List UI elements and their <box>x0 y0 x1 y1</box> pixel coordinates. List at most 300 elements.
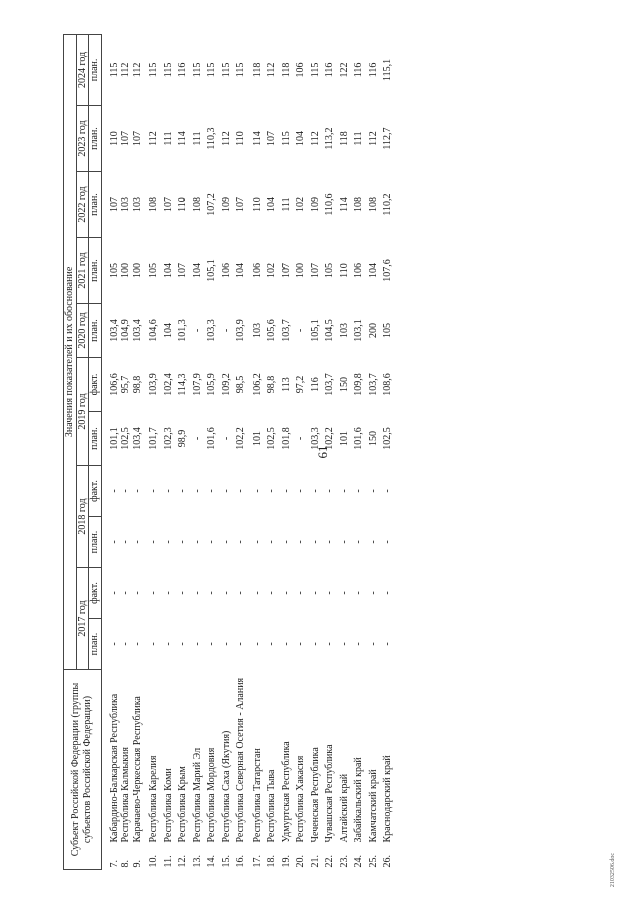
cell: - <box>367 642 379 646</box>
cell: 112 <box>220 131 232 146</box>
cell: 115 <box>309 62 321 78</box>
cell: 116 <box>353 62 364 78</box>
fact-header: факт. <box>89 358 102 412</box>
table-row <box>379 34 394 869</box>
cell: 103 <box>251 323 263 338</box>
cell: 104 <box>295 131 306 146</box>
cell: 115 <box>206 62 217 78</box>
cell: 102,3 <box>162 427 174 450</box>
cell: 104 <box>162 323 174 338</box>
cell: 97,2 <box>295 375 306 394</box>
row-number: 16. <box>235 855 246 868</box>
table-row <box>365 34 380 869</box>
cell: 104,5 <box>324 319 335 342</box>
row-number: 10. <box>148 855 159 868</box>
cell: - <box>295 436 306 441</box>
cell: 101,3 <box>177 319 188 342</box>
cell: - <box>177 591 188 595</box>
plan-header: план. <box>89 172 102 238</box>
cell: - <box>280 591 292 595</box>
cell: - <box>266 489 277 493</box>
cell: 110 <box>235 131 246 146</box>
region-name: Республика Татарстан <box>251 748 263 843</box>
cell: 112 <box>367 131 379 146</box>
cell: - <box>148 540 159 544</box>
cell: 103,3 <box>309 427 321 450</box>
cell: - <box>162 489 174 493</box>
cell: 106,6 <box>108 373 120 396</box>
cell: 111 <box>353 131 364 146</box>
cell: 108 <box>353 197 364 212</box>
cell: 102,5 <box>266 427 277 450</box>
cell: 105,1 <box>206 259 217 282</box>
cell: 200 <box>367 323 379 338</box>
cell: - <box>266 642 277 646</box>
cell: 109 <box>309 197 321 212</box>
cell: - <box>131 642 143 646</box>
table-row <box>307 34 322 869</box>
cell: 107 <box>266 131 277 146</box>
cell: 112 <box>120 62 131 78</box>
cell: 114 <box>338 197 350 212</box>
cell: 101,8 <box>280 427 292 450</box>
cell: 112 <box>266 62 277 78</box>
cell: - <box>220 328 232 333</box>
cell: 105,6 <box>266 319 277 342</box>
cell: 114 <box>251 131 263 146</box>
cell: 105 <box>382 323 393 338</box>
cell: - <box>295 489 306 493</box>
cell: 104,6 <box>148 319 159 342</box>
cell: - <box>235 489 246 493</box>
cell: 109,8 <box>353 373 364 396</box>
cell: 115 <box>280 131 292 146</box>
cell: 107 <box>309 263 321 278</box>
cell: 105 <box>108 263 120 278</box>
year-header-2022: 2022 год <box>76 172 89 238</box>
region-name: Республика Мордовия <box>206 747 217 843</box>
year-header-2019: 2019 год <box>76 358 89 466</box>
cell: 112 <box>131 62 143 78</box>
cell: - <box>191 328 203 333</box>
cell: 103,1 <box>353 319 364 342</box>
cell: - <box>338 489 350 493</box>
cell: - <box>251 489 263 493</box>
cell: - <box>295 642 306 646</box>
cell: - <box>191 591 203 595</box>
cell: 95,7 <box>120 375 131 394</box>
cell: - <box>266 540 277 544</box>
cell: - <box>108 540 120 544</box>
table-row <box>336 34 351 869</box>
table-row <box>218 34 233 869</box>
row-number: 17. <box>251 855 263 868</box>
cell: 100 <box>295 263 306 278</box>
cell: - <box>266 591 277 595</box>
cell: 100 <box>120 263 131 278</box>
cell: 115 <box>162 62 174 78</box>
cell: 103 <box>120 197 131 212</box>
cell: 113 <box>280 377 292 392</box>
cell: 112 <box>309 131 321 146</box>
cell: - <box>235 540 246 544</box>
cell: 112 <box>148 131 159 146</box>
cell: 101,1 <box>108 427 120 450</box>
cell: - <box>235 591 246 595</box>
row-number: 14. <box>206 855 217 868</box>
fact-header: факт. <box>89 568 102 619</box>
region-name: Камчатский край <box>367 769 379 843</box>
cell: 98,5 <box>235 375 246 394</box>
cell: - <box>324 591 335 595</box>
cell: 106 <box>353 263 364 278</box>
cell: 104 <box>367 263 379 278</box>
cell: 103,4 <box>131 427 143 450</box>
cell: 114 <box>177 131 188 146</box>
cell: 108 <box>148 197 159 212</box>
cell: 107 <box>162 197 174 212</box>
region-name: Забайкальский край <box>353 757 364 843</box>
cell: 115 <box>191 62 203 78</box>
row-number: 20. <box>295 855 306 868</box>
plan-header: план. <box>89 34 102 105</box>
cell: 102,5 <box>382 427 393 450</box>
cell: - <box>367 591 379 595</box>
cell: 98,9 <box>177 429 188 448</box>
cell: - <box>353 642 364 646</box>
cell: 111 <box>191 131 203 146</box>
table-row <box>143 34 160 869</box>
cell: - <box>382 642 393 646</box>
cell: 107 <box>131 131 143 146</box>
region-name: Республика Тыва <box>266 769 277 843</box>
row-number: 18. <box>266 855 277 868</box>
plan-header: план. <box>89 304 102 358</box>
cell: - <box>353 591 364 595</box>
cell: - <box>309 642 321 646</box>
cell: - <box>220 591 232 595</box>
cell: - <box>108 591 120 595</box>
cell: - <box>148 489 159 493</box>
cell: - <box>324 642 335 646</box>
row-number: 15. <box>220 855 232 868</box>
row-number: 9. <box>131 860 143 868</box>
cell: 122 <box>338 62 350 78</box>
region-name: Республика Калмыкия <box>120 746 131 843</box>
page-number: 61 <box>315 445 330 459</box>
cell: 106,2 <box>251 373 263 396</box>
cell: 103,4 <box>108 319 120 342</box>
region-name: Республика Карелия <box>148 755 159 843</box>
cell: - <box>220 540 232 544</box>
cell: - <box>280 489 292 493</box>
cell: 103,3 <box>206 319 217 342</box>
cell: 103,7 <box>367 373 379 396</box>
indicators-table <box>63 34 394 870</box>
cell: 115 <box>108 62 120 78</box>
cell: - <box>338 642 350 646</box>
cell: 101 <box>338 431 350 446</box>
cell: 101,6 <box>206 427 217 450</box>
cell: - <box>309 489 321 493</box>
cell: - <box>108 489 120 493</box>
region-name: Удмуртская Республика <box>280 741 292 843</box>
cell: - <box>162 591 174 595</box>
cell: 110 <box>338 263 350 278</box>
rotated-table-container <box>63 35 568 870</box>
table-row <box>278 34 293 869</box>
cell: - <box>220 436 232 441</box>
cell: 113,2 <box>324 127 335 150</box>
cell: 107,9 <box>191 373 203 396</box>
cell: - <box>177 540 188 544</box>
cell: - <box>206 540 217 544</box>
cell: 116 <box>367 62 379 78</box>
cell: 150 <box>338 377 350 392</box>
table-row <box>232 34 247 869</box>
cell: - <box>353 540 364 544</box>
cell: - <box>251 591 263 595</box>
cell: 109,2 <box>220 373 232 396</box>
cell: 110,3 <box>206 127 217 150</box>
table-row <box>189 34 204 869</box>
cell: - <box>177 489 188 493</box>
cell: 115 <box>220 62 232 78</box>
cell: 150 <box>367 431 379 446</box>
cell: 107 <box>280 263 292 278</box>
year-header-2021: 2021 год <box>76 238 89 304</box>
fact-header: факт. <box>89 466 102 517</box>
row-number: 11. <box>162 855 174 868</box>
cell: 115,1 <box>382 58 393 81</box>
year-header-2024: 2024 год <box>76 34 89 105</box>
plan-header: план. <box>89 517 102 568</box>
cell: 103 <box>131 197 143 212</box>
cell: - <box>191 489 203 493</box>
cell: 106 <box>220 263 232 278</box>
document-filename: 21032506.doc <box>610 852 616 888</box>
cell: 105 <box>148 263 159 278</box>
cell: - <box>251 540 263 544</box>
cell: - <box>324 489 335 493</box>
values-group-header: Значения показателей и их обоснование <box>64 34 77 669</box>
cell: 114,3 <box>177 373 188 396</box>
cell: - <box>177 642 188 646</box>
year-header-2018: 2018 год <box>76 466 89 568</box>
cell: - <box>206 489 217 493</box>
cell: 101 <box>251 431 263 446</box>
row-number: 8. <box>120 860 131 868</box>
row-number: 12. <box>177 855 188 868</box>
region-name: Алтайский край <box>338 773 350 843</box>
cell: 116 <box>324 62 335 78</box>
cell: 102,2 <box>324 427 335 450</box>
cell: - <box>382 591 393 595</box>
table-row <box>263 34 278 869</box>
cell: 109 <box>220 197 232 212</box>
row-number: 22. <box>324 855 335 868</box>
cell: 104 <box>191 263 203 278</box>
plan-header: план. <box>89 238 102 304</box>
table-row <box>160 34 175 869</box>
region-name: Карачаево-Черкесская Республика <box>131 696 143 843</box>
cell: 98,8 <box>266 375 277 394</box>
table-row <box>120 34 132 869</box>
cell: 100 <box>131 263 143 278</box>
cell: 111 <box>280 197 292 212</box>
cell: - <box>162 540 174 544</box>
cell: 107,2 <box>206 193 217 216</box>
cell: 103,4 <box>131 319 143 342</box>
cell: - <box>382 540 393 544</box>
cell: 101,7 <box>148 427 159 450</box>
cell: - <box>120 642 131 646</box>
cell: 104 <box>235 263 246 278</box>
cell: 116 <box>177 62 188 78</box>
cell: 103 <box>338 323 350 338</box>
cell: 106 <box>251 263 263 278</box>
cell: - <box>309 540 321 544</box>
table-row <box>203 34 218 869</box>
cell: 103,9 <box>235 319 246 342</box>
cell: 108,6 <box>382 373 393 396</box>
cell: - <box>108 642 120 646</box>
region-name: Республика Марий Эл <box>191 747 203 843</box>
cell: - <box>309 591 321 595</box>
cell: 105 <box>324 263 335 278</box>
cell: - <box>120 489 131 493</box>
cell: 110 <box>177 197 188 212</box>
table-row <box>101 34 120 869</box>
cell: 118 <box>251 62 263 78</box>
subject-header: Субъект Российской Федерации (группы субъектов Российской Федерации) <box>64 670 102 870</box>
cell: - <box>251 642 263 646</box>
plan-header: план. <box>89 619 102 670</box>
cell: 110,2 <box>382 193 393 216</box>
cell: - <box>353 489 364 493</box>
cell: - <box>382 489 393 493</box>
cell: - <box>148 591 159 595</box>
cell: - <box>131 591 143 595</box>
cell: 112,7 <box>382 127 393 150</box>
cell: - <box>367 489 379 493</box>
cell: 104 <box>162 263 174 278</box>
year-header-2023: 2023 год <box>76 106 89 172</box>
region-name: Республика Саха (Якутия) <box>220 730 232 843</box>
cell: 116 <box>309 377 321 392</box>
cell: 118 <box>280 62 292 78</box>
cell: 102,5 <box>120 427 131 450</box>
cell: 115 <box>235 62 246 78</box>
cell: 101,6 <box>353 427 364 450</box>
cell: - <box>295 540 306 544</box>
row-number: 13. <box>191 855 203 868</box>
cell: - <box>220 489 232 493</box>
cell: 104,9 <box>120 319 131 342</box>
cell: - <box>280 642 292 646</box>
cell: 105,1 <box>309 319 321 342</box>
cell: 107 <box>120 131 131 146</box>
region-name: Чеченская Республика <box>309 747 321 843</box>
cell: 103,9 <box>148 373 159 396</box>
cell: 103,7 <box>324 373 335 396</box>
cell: - <box>324 540 335 544</box>
cell: - <box>131 540 143 544</box>
cell: - <box>162 642 174 646</box>
row-number: 25. <box>367 855 379 868</box>
cell: 118 <box>338 131 350 146</box>
cell: 107 <box>177 263 188 278</box>
year-header-2017: 2017 год <box>76 568 89 670</box>
cell: - <box>191 540 203 544</box>
region-name: Чувашская Республика <box>324 744 335 843</box>
cell: 108 <box>367 197 379 212</box>
cell: - <box>120 591 131 595</box>
row-number: 24. <box>353 855 364 868</box>
cell: - <box>206 642 217 646</box>
cell: 105,9 <box>206 373 217 396</box>
region-name: Кабардино-Балкарская Республика <box>108 693 120 843</box>
table-row <box>132 34 144 869</box>
cell: 107 <box>108 197 120 212</box>
cell: - <box>206 591 217 595</box>
row-number: 26. <box>382 855 393 868</box>
cell: - <box>148 642 159 646</box>
cell: - <box>131 489 143 493</box>
cell: - <box>295 591 306 595</box>
cell: - <box>120 540 131 544</box>
cell: - <box>280 540 292 544</box>
cell: 103,7 <box>280 319 292 342</box>
table-row <box>174 34 189 869</box>
table-row <box>321 34 336 869</box>
cell: 107,6 <box>382 259 393 282</box>
cell: 102 <box>266 263 277 278</box>
region-name: Краснодарский край <box>382 755 393 843</box>
row-number: 23. <box>338 855 350 868</box>
cell: 102,2 <box>235 427 246 450</box>
region-name: Республика Северная Осетия - Алания <box>235 677 246 843</box>
cell: - <box>367 540 379 544</box>
region-name: Республика Коми <box>162 768 174 843</box>
cell: - <box>191 642 203 646</box>
cell: - <box>220 642 232 646</box>
region-name: Республика Крым <box>177 766 188 843</box>
cell: - <box>338 540 350 544</box>
row-number: 19. <box>280 855 292 868</box>
cell: 110 <box>108 131 120 146</box>
table-row <box>292 34 307 869</box>
table-row <box>350 34 365 869</box>
row-number: 21. <box>309 855 321 868</box>
cell: 104 <box>266 197 277 212</box>
cell: 115 <box>148 62 159 78</box>
year-header-2020: 2020 год <box>76 304 89 358</box>
cell: 108 <box>191 197 203 212</box>
cell: 98,8 <box>131 375 143 394</box>
cell: 110,6 <box>324 193 335 216</box>
cell: 102,4 <box>162 373 174 396</box>
cell: 111 <box>162 131 174 146</box>
plan-header: план. <box>89 412 102 466</box>
row-number: 7. <box>108 860 120 868</box>
cell: - <box>295 328 306 333</box>
cell: 102 <box>295 197 306 212</box>
cell: - <box>338 591 350 595</box>
region-name: Республика Хакасия <box>295 755 306 843</box>
table-row <box>247 34 264 869</box>
cell: 110 <box>251 197 263 212</box>
